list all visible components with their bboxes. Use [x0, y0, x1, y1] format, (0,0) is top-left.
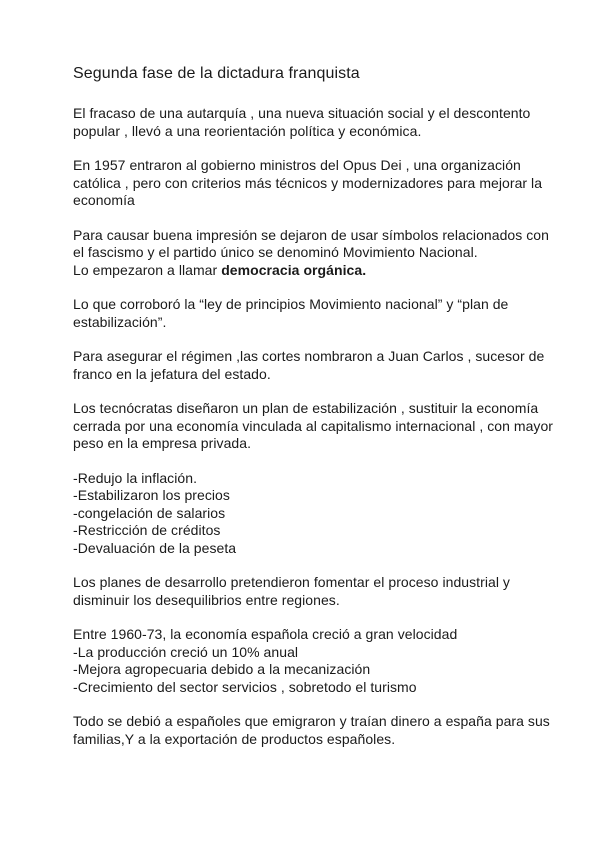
list-item: -Redujo la inflación.: [73, 469, 198, 486]
paragraph-line: el fascismo y el partido único se denominó Movimiento Nacional.: [73, 244, 478, 260]
paragraph-line: Para causar buena impresión se dejaron de usar símbolos relacionados con: [73, 226, 549, 243]
paragraph-6: [73, 400, 554, 453]
paragraph-line: economía: [73, 192, 135, 208]
growth-list: [73, 626, 533, 696]
paragraph-line: peso en la empresa privada.: [73, 435, 252, 451]
paragraph-line: El fracaso de una autarquía , una nueva situación social y el descontento: [73, 105, 531, 121]
paragraph-line: estabilización”.: [73, 313, 167, 330]
paragraph-line: Los planes de desarrollo pretendieron fomentar el proceso industrial y: [73, 574, 510, 590]
paragraph-10: [73, 713, 550, 748]
list-item: -Restricción de créditos: [73, 522, 221, 538]
paragraph-2: [73, 157, 543, 210]
document-title: Segunda fase de la dictadura franquista: [73, 65, 360, 82]
list-item: -congelación de salarios: [73, 504, 226, 521]
paragraph-line: Los tecnócratas diseñaron un plan de estabilización , sustituir la economía: [73, 400, 539, 416]
paragraph-line: cerrada por una economía vinculada al capitalismo internacional , con mayor: [73, 417, 554, 434]
list-item: -Devaluación de la peseta: [73, 539, 237, 556]
list-item: Entre 1960-73, la economía española creció a gran velocidad: [73, 626, 458, 642]
paragraph-line: Lo que corroboró la “ley de principios Movimiento nacional” y “plan de: [73, 296, 509, 312]
paragraph-4: [73, 296, 533, 331]
paragraph-line: franco en la jefatura del estado.: [73, 365, 271, 382]
paragraph-line: Todo se debió a españoles que emigraron y traían dinero a españa para sus: [73, 713, 550, 729]
paragraph-line: Para asegurar el régimen ,las cortes nombraron a Juan Carlos , sucesor de: [73, 348, 545, 364]
document-page: [73, 64, 554, 765]
paragraph-1: [73, 105, 533, 140]
list-item: -La producción creció un 10% anual: [73, 643, 299, 660]
paragraph-line: popular , llevó a una reorientación política y económica.: [73, 122, 422, 139]
paragraph-line-with-bold: [73, 262, 533, 280]
paragraph-line-prefix: Lo empezaron a llamar: [73, 261, 222, 278]
paragraph-5: [73, 348, 545, 383]
paragraph-line: disminuir los desequilibrios entre regiones.: [73, 591, 340, 608]
paragraph-line: católica , pero con criterios más técnicos y modernizadores para mejorar la: [73, 174, 543, 191]
list-item: -Estabilizaron los precios: [73, 487, 230, 503]
paragraph-8: [73, 574, 533, 609]
paragraph-line: En 1957 entraron al gobierno ministros del Opus Dei , una organización: [73, 157, 521, 173]
paragraph-line: familias,Y a la exportación de productos españoles.: [73, 730, 396, 747]
list-item: -Crecimiento del sector servicios , sobretodo el turismo: [73, 678, 417, 695]
paragraph-3: [73, 226, 549, 280]
list-item: -Mejora agropecuaria debido a la mecanización: [73, 661, 371, 677]
bold-term: democracia orgánica.: [221, 261, 367, 278]
measures-list: [73, 470, 533, 558]
